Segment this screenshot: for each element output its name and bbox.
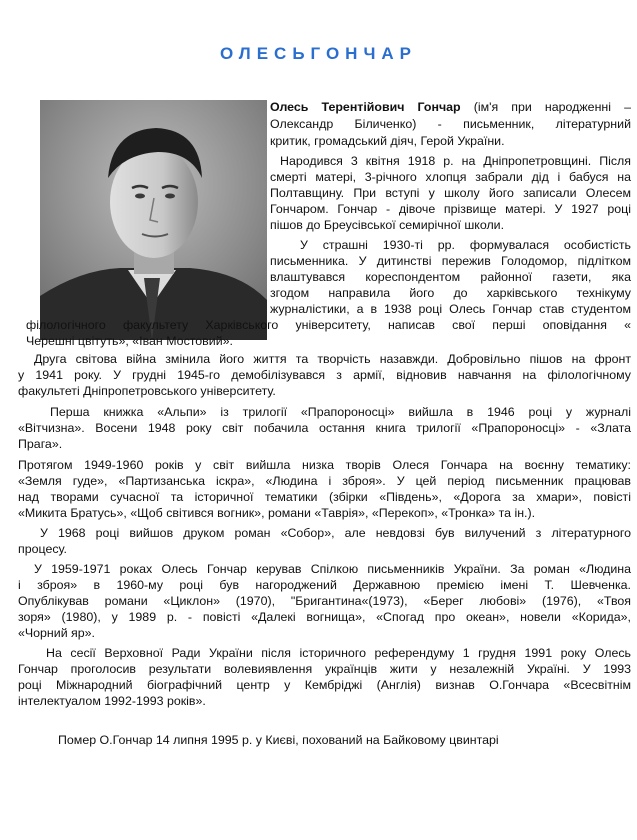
page-title: ОЛЕСЬГОНЧАР [219, 44, 418, 63]
author-name: Олесь Терентійович Гончар [270, 100, 461, 114]
union-line: «Чорний яр». [18, 626, 95, 640]
youth-line: згодом направила його до харківського технікуму [270, 286, 631, 300]
first-book-line: Прага». [18, 437, 63, 451]
bio-intro-line: критик, громадський діяч, Герой України. [270, 134, 505, 148]
birth-line: Полтавщину. При вступі у школу його записали Олесем [270, 186, 631, 200]
union-line: Опублікував романи «Циклон» (1970), "Бригантина«(1973), «Берег любові» (1976), «Твоя [18, 594, 631, 608]
death-line: Помер О.Гончар 14 липня 1995 р. у Києві, похований на Байковому цвинтарі [58, 733, 499, 747]
war-line: Друга світова війна змінила його життя та творчість назавжди. Добровільно пішов на фронт [34, 352, 631, 366]
union-line: і зброя» в 1960-му році був нагороджений Державною премією імені Т. Шевченка. [18, 578, 631, 592]
bio-intro-line [270, 100, 631, 116]
birth-line: Народився 3 квітня 1918 р. на Дніпропетровщині. Після [280, 154, 631, 168]
first-book-line: Перша книжка «Альпи» із трилогії «Прапороносці» вийшла в 1946 році у журналі [50, 405, 631, 419]
works-line: «Микита Братусь», «Щоб світився вогник», романи «Таврія», «Перекоп», «Тронка» та ін.). [18, 506, 536, 520]
works-line: над творами сучасної та історичної тематики (збірки «Південь», «Дорога за хмари», повісті [18, 490, 631, 504]
sobor-line: процесу. [18, 542, 67, 556]
union-line: зоря» (1980), у 1989 р. - повісті «Далекі вогнища», «Спогад про океан», новели «Корида», [18, 610, 631, 624]
union-line: У 1959-1971 роках Олесь Гончар керував Спілкою письменників України. За роман «Людина [34, 562, 631, 576]
independence-line: На сесії Верховної Ради України після історичного референдуму 1 грудня 1991 року Олесь [46, 646, 631, 660]
youth-line: Черешні цвітуть», «Іван Мостовий». [26, 334, 233, 348]
youth-line: філологічного факультету Харківського університету, написав свої перші оповідання « [26, 318, 631, 332]
works-line: «Земля гуде», «Партизанська іскра», «Людина і зброя». У цей період письменник працював [18, 474, 631, 488]
portrait-photo [40, 100, 267, 340]
youth-line: журналістики, а в 1938 році Олесь Гончар став студентом [270, 302, 631, 316]
bio-intro-line: Олександр Біличенко) - письменник, літературний [270, 117, 631, 131]
war-line: факультеті Дніпропетровського університету. [18, 384, 276, 398]
sobor-line: У 1968 році вийшов друком роман «Собор», але невдовзі був вилучений з літературного [40, 526, 631, 540]
independence-line: інтелектуалом 1992-1993 років». [18, 694, 206, 708]
bio-intro-text: (ім'я при народженні – [473, 100, 631, 114]
war-line: у 1941 року. У грудні 1945-го демобілізувався з армії, відновив навчання на філологічному [18, 368, 631, 382]
independence-line: році Міжнародний біографічний центр у Кембріджі (Англія) визнав О.Гончара «Всесвітнім [18, 678, 631, 692]
youth-line: письменника. У дитинстві пережив Голодомор, підлітком [270, 254, 631, 268]
youth-line: У страшні 1930-ті рр. формувалася особистість [300, 238, 631, 252]
youth-line: влаштувався кореспондентом районної газети, яка [270, 270, 631, 284]
birth-line: смерті матері, 3-річного хлопця забрали дід і бабуся на [270, 170, 631, 184]
first-book-line: «Вітчизна». Восени 1948 року світ побачила остання книга трилогії «Прапороносці» - «Злата [18, 421, 631, 435]
independence-line: Гончар проголосив результати волевиявлення українців жити у незалежній Україні. У 1993 [18, 662, 631, 676]
birth-line: Гончаром. Гончар - дівоче прізвище матері. У 1927 році [270, 202, 631, 216]
birth-line: пішов до Бреусівської семирічної школи. [270, 218, 505, 232]
works-line: Протягом 1949-1960 років у світ вийшла низка творів Олеся Гончара на воєнну тематику: [18, 458, 631, 472]
